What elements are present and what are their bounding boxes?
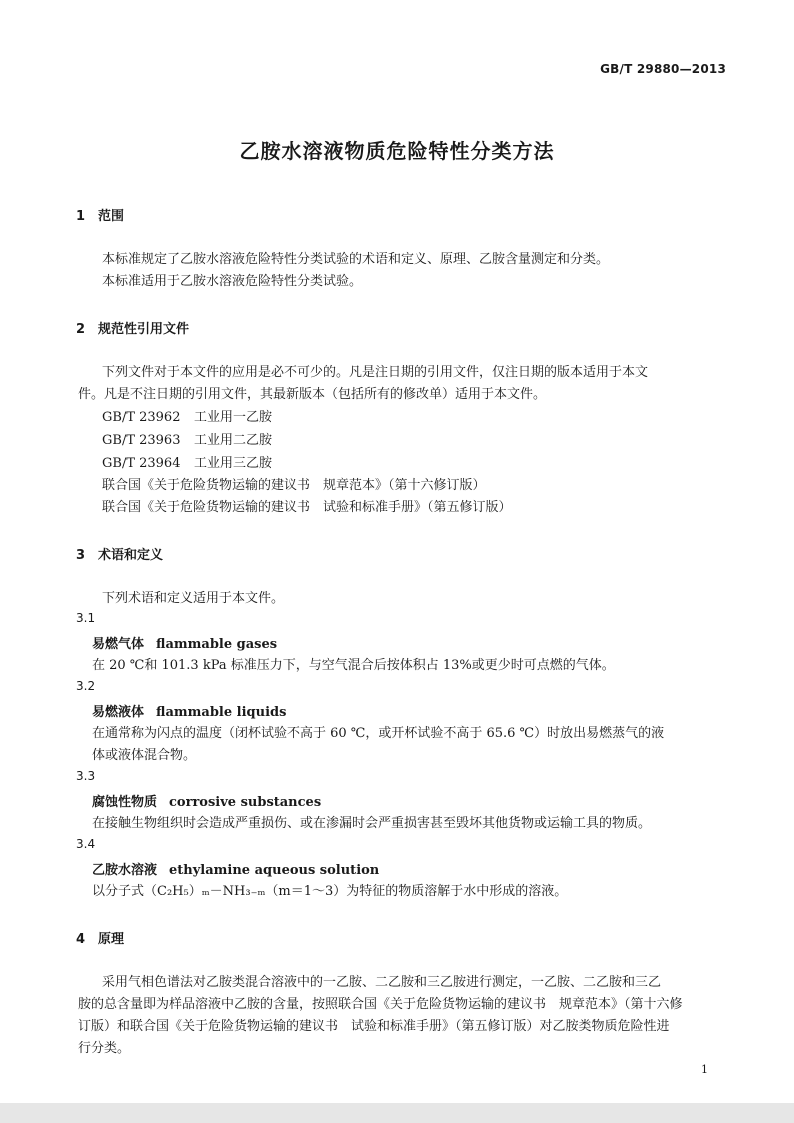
ref-code: GB/T 23963 — [102, 433, 181, 448]
footer-band — [0, 1103, 794, 1123]
term-en: flammable liquids — [156, 705, 287, 720]
term-title — [92, 701, 286, 720]
term-number: 3.1 — [76, 611, 96, 625]
term-zh: 腐蚀性物质 — [92, 795, 158, 810]
term-definition: 以分子式（C₂H₅）ₘ－NH₃₋ₘ（m＝1～3）为特征的物质溶解于水中形成的溶液。 — [92, 884, 568, 899]
un-reference-2: 联合国《关于危险货物运输的建议书 试验和标准手册》（第五修订版） — [102, 500, 512, 515]
section-number: 2 — [76, 322, 86, 337]
section-4-line-4: 行分类。 — [78, 1041, 131, 1056]
term-en: ethylamine aqueous solution — [169, 863, 380, 878]
section-4-heading — [76, 928, 124, 947]
term-title — [92, 859, 379, 878]
section-number: 4 — [76, 932, 86, 947]
un-reference-1: 联合国《关于危险货物运输的建议书 规章范本》（第十六修订版） — [102, 478, 486, 493]
section-4-line-1: 采用气相色谱法对乙胺类混合溶液中的一乙胺、二乙胺和三乙胺进行测定，一乙胺、二乙胺和三乙 — [102, 975, 662, 990]
section-title: 原理 — [98, 932, 125, 947]
term-zh: 易燃气体 — [92, 637, 145, 652]
section-1-paragraph-2: 本标准适用于乙胺水溶液危险特性分类试验。 — [102, 274, 363, 289]
term-en: flammable gases — [156, 637, 278, 652]
standard-code: GB/T 29880—2013 — [600, 62, 726, 76]
normative-ref-1 — [102, 407, 272, 429]
normative-ref-2 — [102, 430, 272, 452]
document-title: 乙胺水溶液物质危险特性分类方法 — [239, 139, 555, 163]
ref-code: GB/T 23964 — [102, 456, 181, 471]
section-number: 3 — [76, 548, 86, 563]
section-2-paragraph-line-1: 下列文件对于本文件的应用是必不可少的。凡是注日期的引用文件，仅注日期的版本适用于本文 — [102, 365, 649, 380]
ref-name: 工业用二乙胺 — [194, 433, 273, 448]
normative-ref-3 — [102, 453, 272, 475]
section-3-intro: 下列术语和定义适用于本文件。 — [102, 591, 285, 606]
ref-name: 工业用一乙胺 — [194, 410, 273, 425]
term-definition-continued: 体或液体混合物。 — [92, 748, 197, 763]
section-number: 1 — [76, 209, 86, 224]
term-number: 3.4 — [76, 837, 96, 851]
term-number: 3.2 — [76, 679, 96, 693]
term-definition: 在通常称为闪点的温度（闭杯试验不高于 60 ℃，或开杯试验不高于 65.6 ℃）时放出易燃蒸气的液 — [92, 726, 665, 741]
section-1-paragraph-1: 本标准规定了乙胺水溶液危险特性分类试验的术语和定义、原理、乙胺含量测定和分类。 — [102, 252, 610, 267]
term-title — [92, 633, 277, 652]
section-title: 范围 — [98, 209, 125, 224]
section-2-paragraph-line-2: 件。凡是不注日期的引用文件，其最新版本（包括所有的修改单）适用于本文件。 — [78, 387, 547, 402]
section-3-heading — [76, 544, 163, 563]
term-definition: 在 20 ℃和 101.3 kPa 标准压力下，与空气混合后按体积占 13%或更少时可点燃的气体。 — [92, 658, 615, 673]
term-zh: 乙胺水溶液 — [92, 863, 158, 878]
section-2-heading — [76, 318, 189, 337]
section-1-heading — [76, 205, 124, 224]
term-en: corrosive substances — [169, 795, 322, 810]
section-4-line-3: 订版）和联合国《关于危险货物运输的建议书 试验和标准手册》（第五修订版）对乙胺类物质危险性进 — [78, 1019, 670, 1034]
term-title — [92, 791, 321, 810]
term-number: 3.3 — [76, 769, 96, 783]
term-zh: 易燃液体 — [92, 705, 145, 720]
page-number: 1 — [701, 1063, 708, 1076]
section-4-line-2: 胺的总含量即为样品溶液中乙胺的含量，按照联合国《关于危险货物运输的建议书 规章范本》（第十六修 — [78, 997, 683, 1012]
section-title: 术语和定义 — [98, 548, 164, 563]
ref-code: GB/T 23962 — [102, 410, 181, 425]
section-title: 规范性引用文件 — [98, 322, 190, 337]
ref-name: 工业用三乙胺 — [194, 456, 273, 471]
term-definition: 在接触生物组织时会造成严重损伤、或在渗漏时会严重损害甚至毁坏其他货物或运输工具的物质。 — [92, 816, 652, 831]
